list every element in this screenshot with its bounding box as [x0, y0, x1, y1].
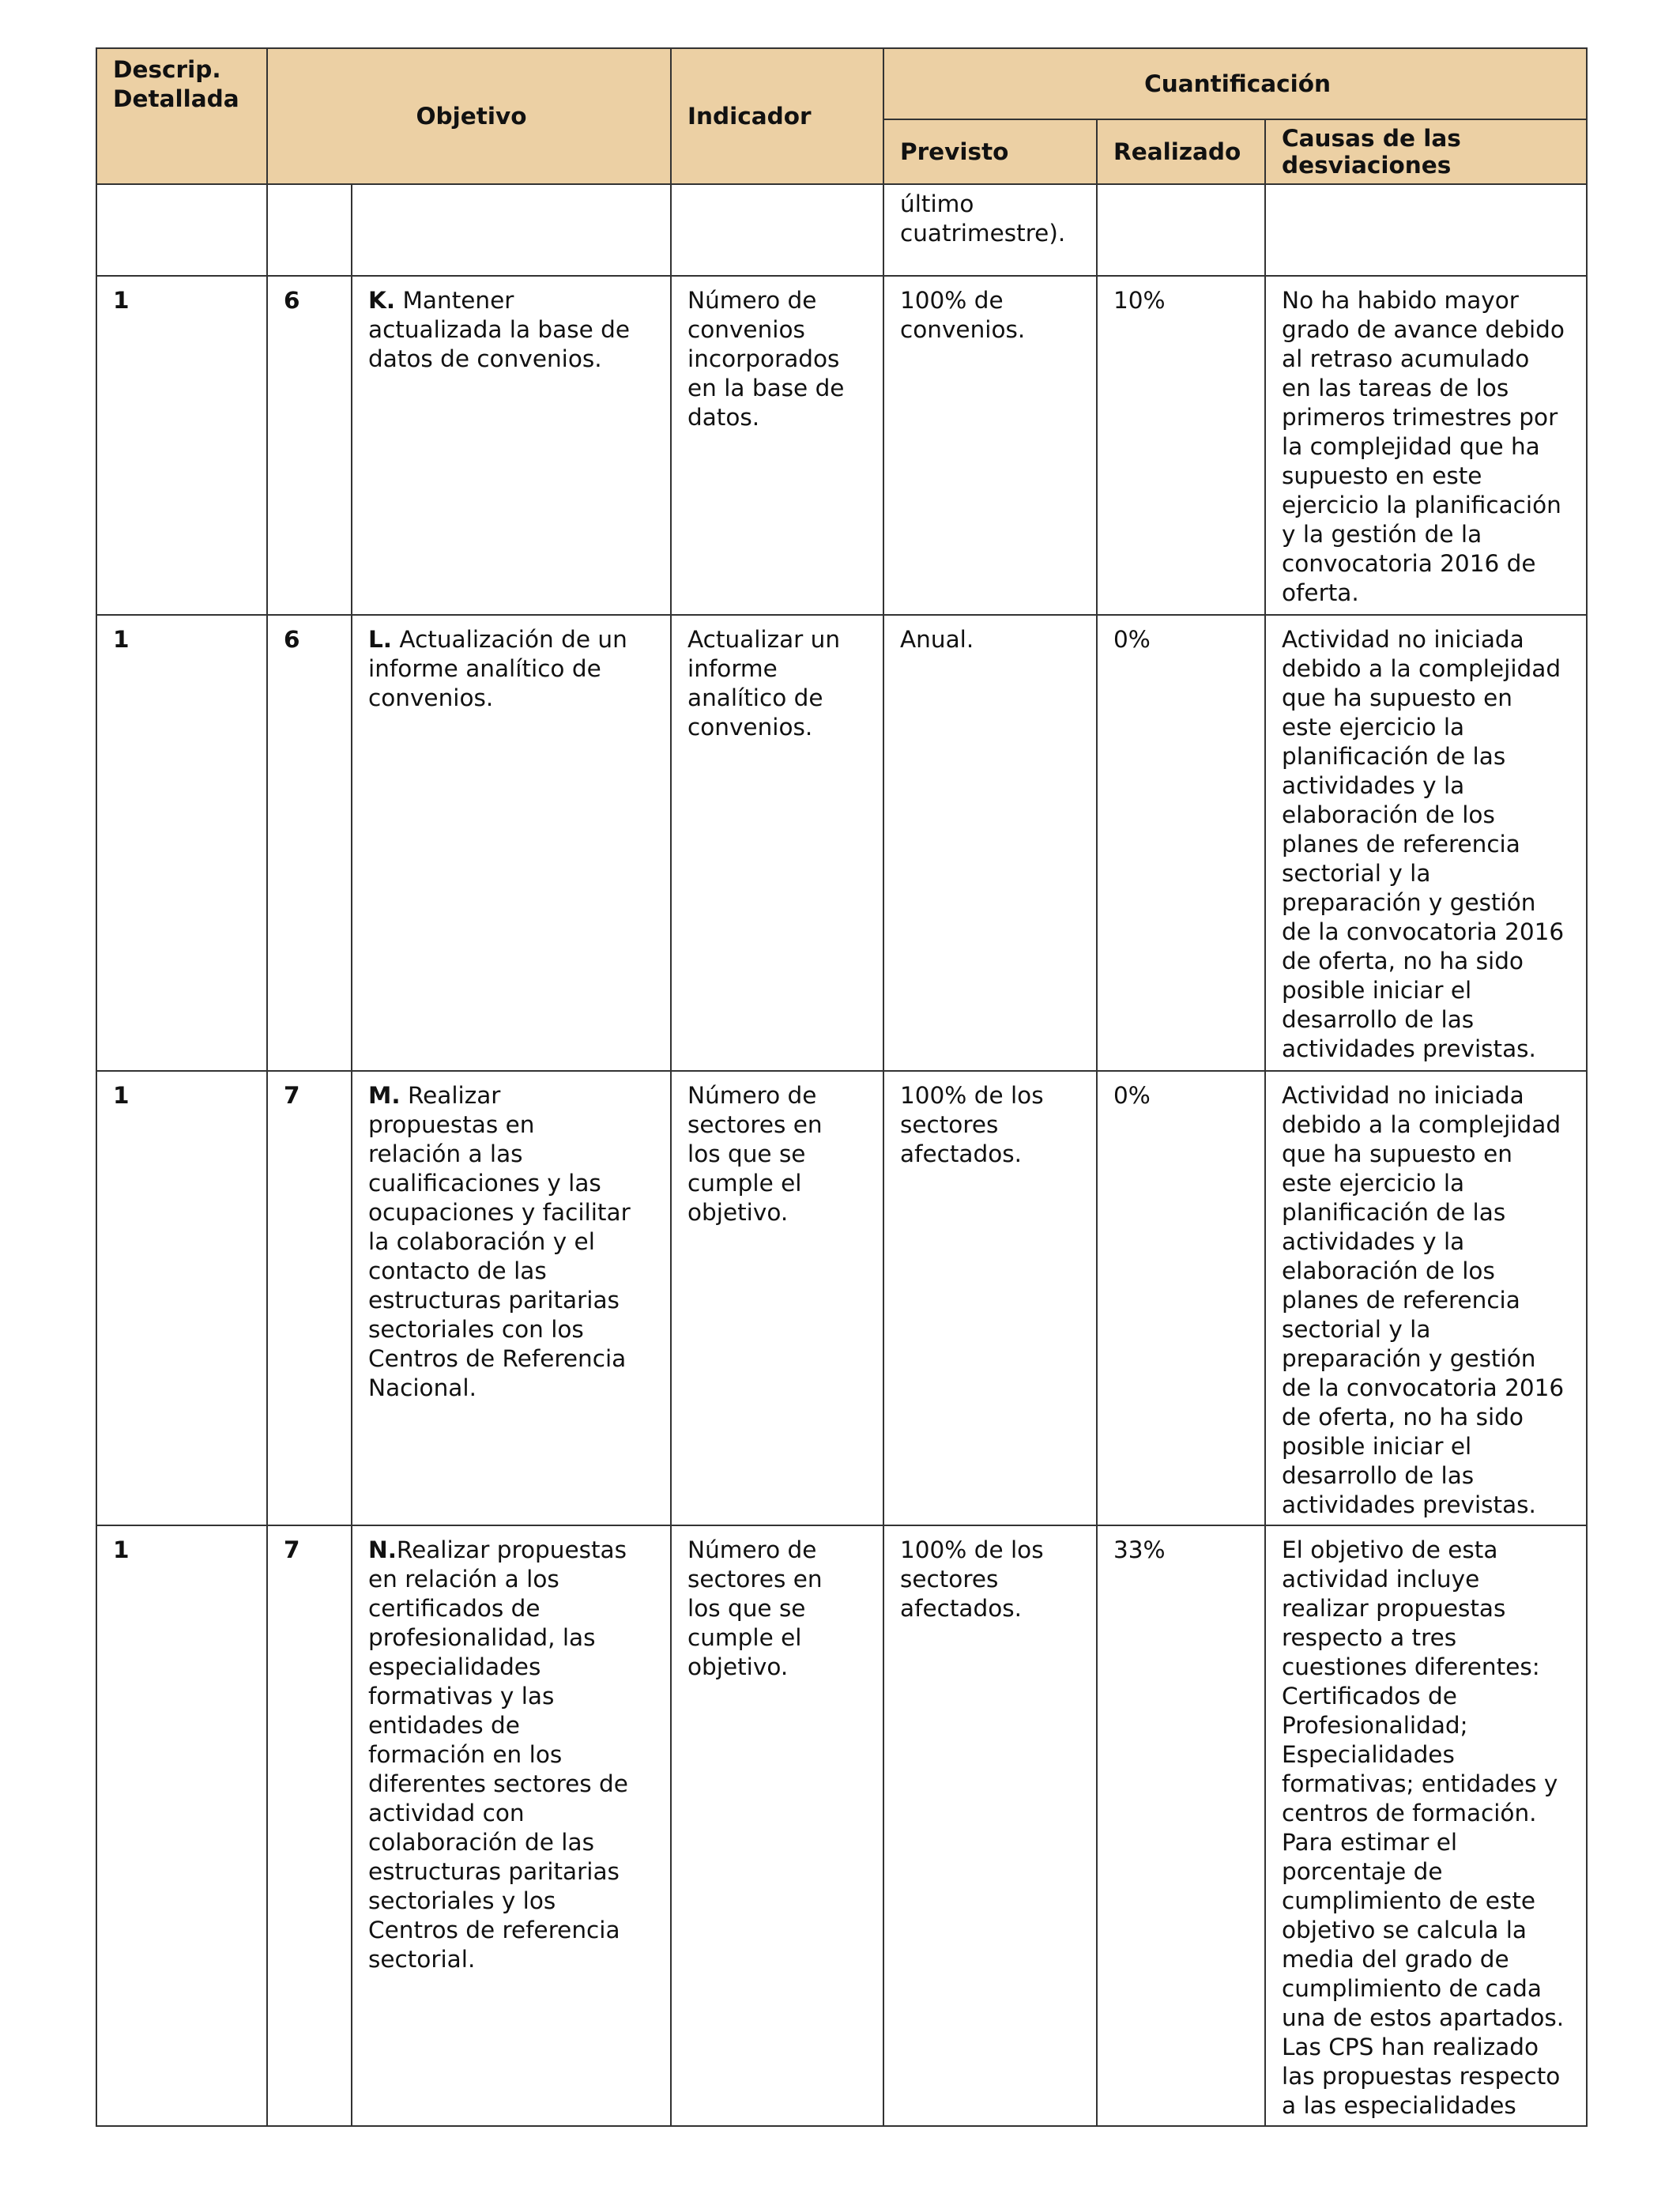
- cell-objetivo: [352, 1071, 671, 1525]
- cell-previsto: último cuatrimestre).: [883, 184, 1097, 276]
- cell-previsto: 100% de los sectores afectados.: [883, 1525, 1097, 2126]
- cell-descrip: 1: [96, 1525, 267, 2126]
- cell-previsto: 100% de convenios.: [883, 276, 1097, 615]
- cell-objetivo: [352, 276, 671, 615]
- table-header: [96, 48, 1587, 184]
- objective-text: Realizar propuestas en relación a los certificados de profesionalidad, las especialidades formativas y las entidades de formación en los diferentes sectores de actividad con colaboración de las estructuras paritarias sectoriales y los Centros de referencia sectorial.: [368, 1536, 628, 1973]
- table-row: [96, 184, 1587, 276]
- table-row: [96, 1071, 1587, 1525]
- table-row: [96, 615, 1587, 1071]
- objective-code: L.: [368, 626, 393, 653]
- cell-descrip: [96, 184, 267, 276]
- cell-indicador: Número de convenios incorporados en la base de datos.: [671, 276, 883, 615]
- cell-realizado: 33%: [1097, 1525, 1265, 2126]
- cell-causas: El objetivo de esta actividad incluye realizar propuestas respecto a tres cuestiones diferentes: Certificados de Profesionalidad; Especialidades formativas; entidades y centros de formación. Para estimar el porcentaje de cumplimiento de este objetivo se calcula la media del grado de cumplimiento de cada una de estos apartados. Las CPS han realizado las propuestas respecto a las especialidades: [1265, 1525, 1587, 2126]
- cell-realizado: [1097, 184, 1265, 276]
- header-causas: Causas de las desviaciones: [1265, 119, 1587, 184]
- cell-indicador: Número de sectores en los que se cumple el objetivo.: [671, 1071, 883, 1525]
- objective-text: Actualización de un informe analítico de convenios.: [368, 626, 627, 711]
- cell-indicador: [671, 184, 883, 276]
- cell-objetivo: [352, 1525, 671, 2126]
- cell-previsto: 100% de los sectores afectados.: [883, 1071, 1097, 1525]
- cell-number: [267, 184, 352, 276]
- cell-causas: [1265, 184, 1587, 276]
- header-cuantificacion: Cuantificación: [883, 48, 1587, 119]
- objective-code: K.: [368, 287, 396, 314]
- cell-indicador: Número de sectores en los que se cumple el objetivo.: [671, 1525, 883, 2126]
- header-previsto: Previsto: [883, 119, 1097, 184]
- cell-realizado: 10%: [1097, 276, 1265, 615]
- cell-causas: Actividad no iniciada debido a la complejidad que ha supuesto en este ejercicio la planificación de las actividades y la elaboración de los planes de referencia sectorial y la preparación y gestión de la convocatoria 2016 de oferta, no ha sido posible iniciar el desarrollo de las actividades previstas.: [1265, 615, 1587, 1071]
- header-realizado: Realizado: [1097, 119, 1265, 184]
- objective-code: M.: [368, 1082, 401, 1109]
- cell-realizado: 0%: [1097, 1071, 1265, 1525]
- cell-number: 7: [267, 1071, 352, 1525]
- cell-number: 7: [267, 1525, 352, 2126]
- cell-descrip: 1: [96, 1071, 267, 1525]
- table-body: [96, 184, 1587, 2126]
- cell-objetivo: [352, 184, 671, 276]
- header-descrip: Descrip. Detallada: [96, 48, 267, 184]
- table-row: [96, 276, 1587, 615]
- cell-number: 6: [267, 615, 352, 1071]
- table-row: [96, 1525, 1587, 2126]
- objective-text: Mantener actualizada la base de datos de convenios.: [368, 287, 630, 372]
- header-objetivo: Objetivo: [267, 48, 671, 184]
- objectives-table: [96, 47, 1588, 2127]
- cell-descrip: 1: [96, 276, 267, 615]
- cell-previsto: Anual.: [883, 615, 1097, 1071]
- cell-causas: Actividad no iniciada debido a la complejidad que ha supuesto en este ejercicio la planificación de las actividades y la elaboración de los planes de referencia sectorial y la preparación y gestión de la convocatoria 2016 de oferta, no ha sido posible iniciar el desarrollo de las actividades previstas.: [1265, 1071, 1587, 1525]
- header-indicador: Indicador: [671, 48, 883, 184]
- cell-number: 6: [267, 276, 352, 615]
- cell-descrip: 1: [96, 615, 267, 1071]
- objective-text: Realizar propuestas en relación a las cualificaciones y las ocupaciones y facilitar la colaboración y el contacto de las estructuras paritarias sectoriales con los Centros de Referencia Nacional.: [368, 1082, 631, 1401]
- cell-causas: No ha habido mayor grado de avance debido al retraso acumulado en las tareas de los primeros trimestres por la complejidad que ha supuesto en este ejercicio la planificación y la gestión de la convocatoria 2016 de oferta.: [1265, 276, 1587, 615]
- cell-objetivo: [352, 615, 671, 1071]
- cell-indicador: Actualizar un informe analítico de convenios.: [671, 615, 883, 1071]
- objective-code: N.: [368, 1536, 397, 1563]
- cell-realizado: 0%: [1097, 615, 1265, 1071]
